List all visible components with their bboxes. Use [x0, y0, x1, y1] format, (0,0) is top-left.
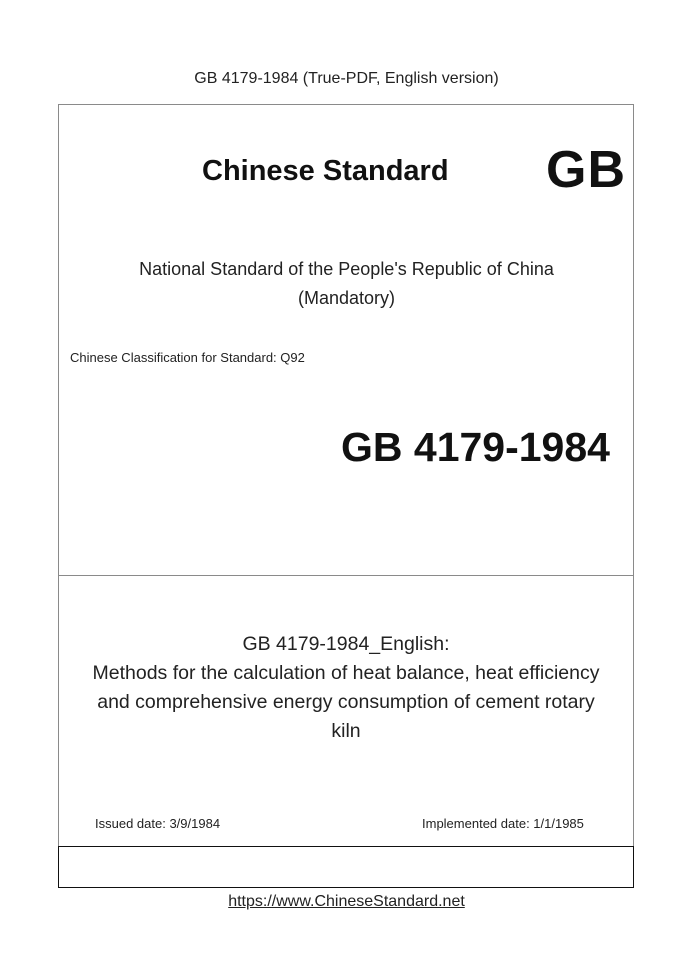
document-title: Chinese Standard	[202, 155, 449, 187]
standard-code: GB 4179-1984	[341, 424, 610, 470]
english-title-line-4: kiln	[331, 720, 361, 742]
classification-line: Chinese Classification for Standard: Q92	[70, 350, 305, 365]
issued-date: Issued date: 3/9/1984	[95, 816, 221, 831]
implemented-date: Implemented date: 1/1/1985	[422, 816, 584, 831]
english-title-line-1: GB 4179-1984_English:	[242, 633, 450, 655]
english-title-block	[70, 630, 622, 746]
mandatory-line: (Mandatory)	[297, 288, 396, 308]
gb-mark: GB	[546, 141, 626, 199]
english-title-line-2: Methods for the calculation of heat balance, heat efficiency	[92, 662, 600, 684]
website-link[interactable]: https://www.ChineseStandard.net	[228, 893, 465, 910]
page-header: GB 4179-1984 (True-PDF, English version)	[194, 70, 499, 87]
cover-bottom-frame	[58, 846, 634, 888]
english-title-line-3: and comprehensive energy consumption of cement rotary	[97, 691, 595, 713]
national-standard-line: National Standard of the People's Republic of China	[139, 259, 554, 279]
